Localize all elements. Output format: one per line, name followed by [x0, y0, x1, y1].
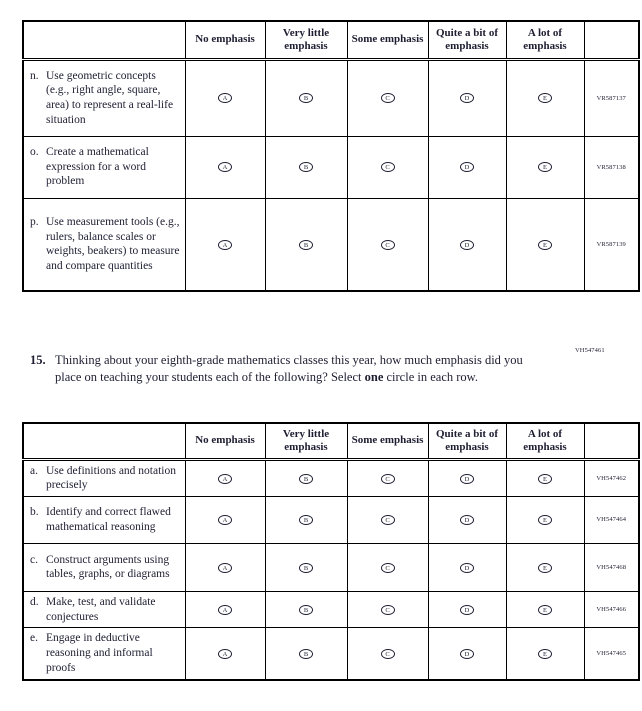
- answer-bubble-e[interactable]: E: [538, 93, 552, 103]
- emphasis-cell: [347, 459, 428, 496]
- answer-bubble-c[interactable]: C: [381, 474, 395, 484]
- table-row: [23, 459, 639, 496]
- code-column-header: [584, 21, 639, 59]
- answer-bubble-b[interactable]: B: [299, 605, 313, 615]
- row-label-e: [23, 628, 185, 680]
- row-text: Create a mathematical expression for a word problem: [46, 145, 149, 188]
- emphasis-cell: [428, 136, 506, 198]
- row-code: VR587139: [584, 198, 639, 291]
- emphasis-cell: [265, 459, 347, 496]
- emphasis-cell: [347, 591, 428, 627]
- emphasis-cell: [347, 59, 428, 136]
- emphasis-cell: [506, 628, 584, 680]
- answer-bubble-e[interactable]: E: [538, 563, 552, 573]
- emphasis-cell: [265, 198, 347, 291]
- answer-bubble-b[interactable]: B: [299, 515, 313, 525]
- col-header-a-lot-of-emphasis: A lot of emphasis: [506, 21, 584, 59]
- answer-bubble-b[interactable]: B: [299, 162, 313, 172]
- answer-bubble-c[interactable]: C: [381, 605, 395, 615]
- emphasis-table-bottom: [22, 422, 640, 681]
- col-header-no-emphasis: No emphasis: [185, 21, 265, 59]
- row-label-d: [23, 591, 185, 627]
- answer-bubble-c[interactable]: C: [381, 240, 395, 250]
- answer-bubble-a[interactable]: A: [218, 649, 232, 659]
- col-header-very-little-emphasis: Very little emphasis: [265, 423, 347, 459]
- answer-bubble-e[interactable]: E: [538, 240, 552, 250]
- answer-bubble-e[interactable]: E: [538, 605, 552, 615]
- row-letter: d.: [30, 595, 39, 608]
- answer-bubble-d[interactable]: D: [460, 93, 474, 103]
- answer-bubble-b[interactable]: B: [299, 563, 313, 573]
- row-label-b: [23, 496, 185, 543]
- table-row: [23, 543, 639, 591]
- empty-corner-cell: [23, 21, 185, 59]
- emphasis-cell: [347, 136, 428, 198]
- answer-bubble-d[interactable]: D: [460, 605, 474, 615]
- emphasis-cell: [347, 628, 428, 680]
- answer-bubble-c[interactable]: C: [381, 93, 395, 103]
- row-text: Use measurement tools (e.g., rulers, balance scales or weights, beakers) to measure and compare quantities: [46, 215, 180, 272]
- emphasis-cell: [347, 198, 428, 291]
- answer-bubble-c[interactable]: C: [381, 162, 395, 172]
- row-letter: o.: [30, 145, 39, 158]
- row-letter: n.: [30, 69, 39, 82]
- answer-bubble-d[interactable]: D: [460, 240, 474, 250]
- emphasis-cell: [506, 543, 584, 591]
- question-15-text: [55, 352, 547, 386]
- row-letter: p.: [30, 215, 39, 228]
- row-code: VR587137: [584, 59, 639, 136]
- emphasis-cell: [265, 591, 347, 627]
- emphasis-cell: [185, 628, 265, 680]
- row-label-n: [23, 59, 185, 136]
- table-row: [23, 136, 639, 198]
- table-row: [23, 628, 639, 680]
- emphasis-cell: [185, 543, 265, 591]
- answer-bubble-d[interactable]: D: [460, 563, 474, 573]
- emphasis-cell: [265, 59, 347, 136]
- emphasis-cell: [428, 628, 506, 680]
- emphasis-cell: [265, 136, 347, 198]
- emphasis-cell: [185, 459, 265, 496]
- row-label-p: [23, 198, 185, 291]
- question-text-before: Thinking about your eighth-grade mathematics classes this year, how much emphasis did you place on teaching your students each of the following? Select: [55, 353, 523, 384]
- emphasis-cell: [265, 543, 347, 591]
- col-header-some-emphasis: Some emphasis: [347, 21, 428, 59]
- answer-bubble-b[interactable]: B: [299, 474, 313, 484]
- emphasis-cell: [506, 591, 584, 627]
- col-header-very-little-emphasis: Very little emphasis: [265, 21, 347, 59]
- question-number: 15.: [30, 353, 46, 367]
- question-15: [30, 352, 550, 386]
- answer-bubble-d[interactable]: D: [460, 474, 474, 484]
- emphasis-cell: [347, 496, 428, 543]
- answer-bubble-a[interactable]: A: [218, 605, 232, 615]
- answer-bubble-c[interactable]: C: [381, 515, 395, 525]
- row-code: VH547465: [584, 628, 639, 680]
- emphasis-cell: [428, 59, 506, 136]
- table-header-row: [23, 423, 639, 459]
- row-text: Use definitions and notation precisely: [46, 464, 176, 492]
- table-row: [23, 198, 639, 291]
- row-text: Engage in deductive reasoning and informal proofs: [46, 632, 153, 674]
- answer-bubble-c[interactable]: C: [381, 563, 395, 573]
- question-text-bold: one: [364, 369, 384, 384]
- table-header-row: [23, 21, 639, 59]
- emphasis-cell: [347, 543, 428, 591]
- col-header-a-lot-of-emphasis: A lot of emphasis: [506, 423, 584, 459]
- col-header-some-emphasis: Some emphasis: [347, 423, 428, 459]
- col-header-no-emphasis: No emphasis: [185, 423, 265, 459]
- row-letter: c.: [30, 553, 38, 566]
- row-text: Identify and correct flawed mathematical reasoning: [46, 506, 171, 533]
- answer-bubble-a[interactable]: A: [218, 515, 232, 525]
- emphasis-table-top: [22, 20, 640, 292]
- answer-bubble-a[interactable]: A: [218, 563, 232, 573]
- emphasis-cell: [185, 136, 265, 198]
- table-row: [23, 59, 639, 136]
- code-column-header: [584, 423, 639, 459]
- row-label-o: [23, 136, 185, 198]
- emphasis-cell: [506, 496, 584, 543]
- row-text: Construct arguments using tables, graphs, or diagrams: [46, 553, 170, 581]
- row-letter: b.: [30, 506, 39, 519]
- col-header-quite-a-bit-of-emphasis: Quite a bit of emphasis: [428, 21, 506, 59]
- row-letter: e.: [30, 632, 38, 645]
- answer-bubble-c[interactable]: C: [381, 649, 395, 659]
- row-code: VR587138: [584, 136, 639, 198]
- emphasis-cell: [506, 459, 584, 496]
- row-code: VH547464: [584, 496, 639, 543]
- answer-bubble-a[interactable]: A: [218, 240, 232, 250]
- row-label-a: [23, 459, 185, 496]
- emphasis-cell: [185, 198, 265, 291]
- question-text-after: circle in each row.: [386, 369, 478, 384]
- emphasis-cell: [428, 496, 506, 543]
- row-text: Use geometric concepts (e.g., right angle, square, area) to represent a real-life situation: [46, 69, 174, 126]
- answer-bubble-b[interactable]: B: [299, 93, 313, 103]
- answer-bubble-b[interactable]: B: [299, 240, 313, 250]
- row-code: VH547468: [584, 543, 639, 591]
- emphasis-cell: [506, 59, 584, 136]
- answer-bubble-d[interactable]: D: [460, 649, 474, 659]
- row-text: Make, test, and validate conjectures: [46, 595, 156, 623]
- emphasis-cell: [265, 628, 347, 680]
- row-code: VH547462: [584, 459, 639, 496]
- emphasis-cell: [185, 591, 265, 627]
- emphasis-cell: [428, 198, 506, 291]
- emphasis-cell: [185, 59, 265, 136]
- table-row: [23, 591, 639, 627]
- emphasis-cell: [185, 496, 265, 543]
- answer-bubble-e[interactable]: E: [538, 515, 552, 525]
- emphasis-cell: [428, 591, 506, 627]
- answer-bubble-d[interactable]: D: [460, 162, 474, 172]
- empty-corner-cell: [23, 423, 185, 459]
- question-15-code: VH547461: [575, 347, 605, 354]
- answer-bubble-e[interactable]: E: [538, 474, 552, 484]
- answer-bubble-e[interactable]: E: [538, 649, 552, 659]
- answer-bubble-a[interactable]: A: [218, 474, 232, 484]
- emphasis-cell: [428, 543, 506, 591]
- emphasis-cell: [506, 136, 584, 198]
- row-label-c: [23, 543, 185, 591]
- answer-bubble-a[interactable]: A: [218, 93, 232, 103]
- emphasis-cell: [506, 198, 584, 291]
- row-letter: a.: [30, 464, 38, 477]
- answer-bubble-e[interactable]: E: [538, 162, 552, 172]
- emphasis-cell: [428, 459, 506, 496]
- col-header-quite-a-bit-of-emphasis: Quite a bit of emphasis: [428, 423, 506, 459]
- emphasis-cell: [265, 496, 347, 543]
- table-row: [23, 496, 639, 543]
- answer-bubble-d[interactable]: D: [460, 515, 474, 525]
- answer-bubble-a[interactable]: A: [218, 162, 232, 172]
- row-code: VH547466: [584, 591, 639, 627]
- answer-bubble-b[interactable]: B: [299, 649, 313, 659]
